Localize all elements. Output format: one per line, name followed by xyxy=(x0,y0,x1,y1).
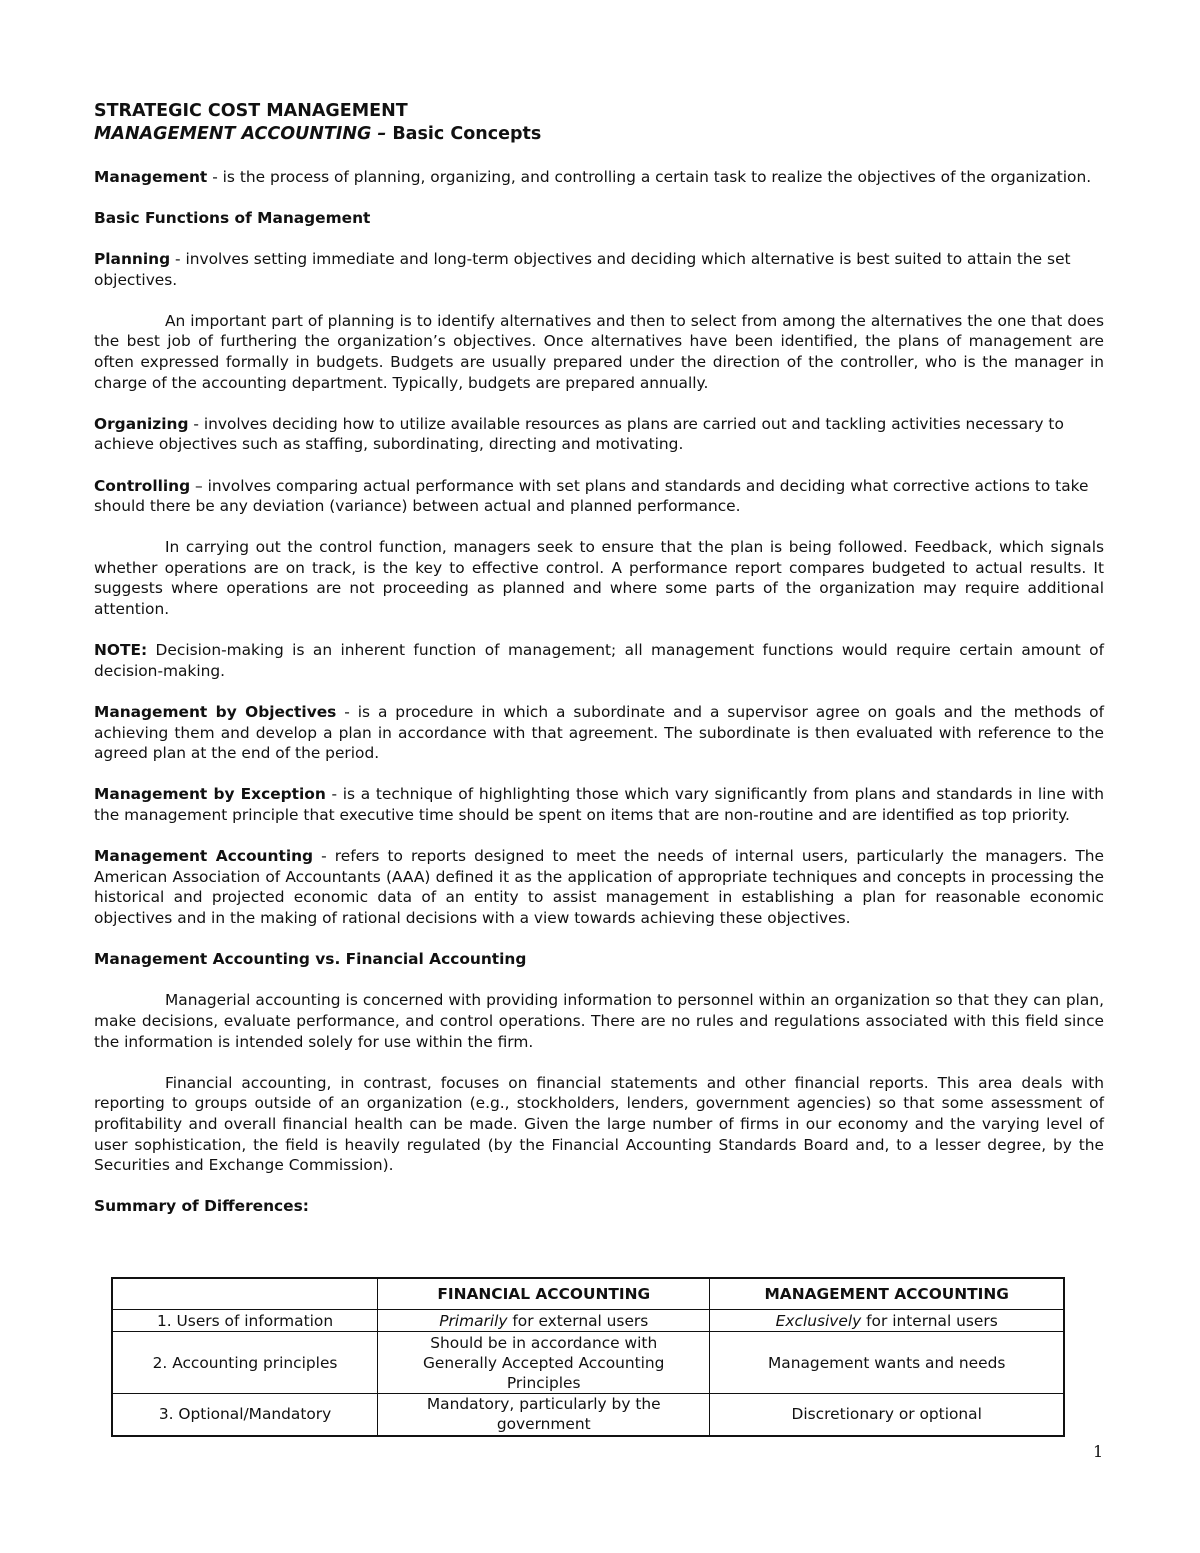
summary-heading: Summary of Differences: xyxy=(94,1197,309,1216)
mbe-definition: Management by Exception - is a technique of highlighting those which vary significantly from plans and standards in line with the management principle that executive time should be spent on items that are non-routine and are identified as top priority. xyxy=(94,785,1104,824)
table-row xyxy=(112,1310,1064,1332)
controlling-paragraph: In carrying out the control function, managers seek to ensure that the plan is being followed. Feedback, which signals whether operations are on track, is the key to effective control. A performance report compares budgeted to actual results. It suggests where operations are not proceeding as planned and where some parts of the organization may require additional attention. xyxy=(94,538,1104,619)
cell-management: Exclusively for internal users xyxy=(710,1310,1064,1332)
management-definition: Management - is the process of planning, organizing, and controlling a certain task to realize the objectives of the organization. xyxy=(94,167,1092,186)
subtitle-main: MANAGEMENT ACCOUNTING – xyxy=(94,124,393,144)
cell-financial: Mandatory, particularly by the government xyxy=(378,1394,710,1436)
subtitle-sub: Basic Concepts xyxy=(392,124,542,144)
term-controlling: Controlling xyxy=(94,476,191,495)
functions-heading: Basic Functions of Management xyxy=(94,208,371,227)
table-row xyxy=(112,1332,1064,1394)
planning-definition: Planning - involves setting immediate and long-term objectives and deciding which alternative is best suited to attain the set objectives. xyxy=(94,249,1071,289)
cell-management: Management wants and needs xyxy=(710,1332,1064,1394)
table-row xyxy=(112,1394,1064,1436)
header-financial: FINANCIAL ACCOUNTING xyxy=(378,1278,710,1310)
page-number: 1 xyxy=(1093,1442,1104,1461)
row-label: 1. Users of information xyxy=(112,1310,378,1332)
controlling-definition: Controlling – involves comparing actual performance with set plans and standards and deciding what corrective actions to take should there be any deviation (variance) between actual and planned performance. xyxy=(94,476,1089,516)
header-management: MANAGEMENT ACCOUNTING xyxy=(710,1278,1064,1310)
ma-definition: Management Accounting - refers to reports designed to meet the needs of internal users, particularly the managers. The American Association of Accountants (AAA) defined it as the application of appropriate techniques and concepts in processing the historical and projected economic data of an entity to assist management in establishing a plan for reasonable economic objectives and in the making of rational decisions with a view towards achieving these objectives. xyxy=(94,847,1104,927)
cell-financial: Primarily for external users xyxy=(378,1310,710,1332)
doc-subtitle xyxy=(94,123,1104,146)
row-label: 3. Optional/Mandatory xyxy=(112,1394,378,1436)
vs-heading: Management Accounting vs. Financial Accounting xyxy=(94,950,527,969)
term-mbe: Management by Exception xyxy=(94,785,326,804)
term-planning: Planning xyxy=(94,249,171,268)
note-label: NOTE: xyxy=(94,641,148,660)
term-mbo: Management by Objectives xyxy=(94,703,337,722)
row-label: 2. Accounting principles xyxy=(112,1332,378,1394)
cell-management: Discretionary or optional xyxy=(710,1394,1064,1436)
planning-paragraph: An important part of planning is to identify alternatives and then to select from among the alternatives the one that does the best job of furthering the organization’s objectives. Once alternatives have been identified, the plans of management are often expressed formally in budgets. Budgets are usually prepared under the direction of the controller, who is the manager in charge of the accounting department. Typically, budgets are prepared annually. xyxy=(94,311,1104,392)
note: NOTE: Decision-making is an inherent function of management; all management functions would require certain amount of decision-making. xyxy=(94,641,1104,680)
table-header-row xyxy=(112,1278,1064,1310)
cell-financial: Should be in accordance with Generally Accepted Accounting Principles xyxy=(378,1332,710,1394)
vs-paragraph-1: Managerial accounting is concerned with providing information to personnel within an organization so that they can plan, make decisions, evaluate performance, and control operations. There are no rules and regulations associated with this field since the information is intended solely for use within the firm. xyxy=(94,991,1104,1051)
document-body xyxy=(94,100,1104,1217)
mbo-definition: Management by Objectives - is a procedure in which a subordinate and a supervisor agree on goals and the methods of achieving them and develop a plan in accordance with that agreement. The subordinate is then evaluated with reference to the agreed plan at the end of the period. xyxy=(94,703,1104,763)
vs-paragraph-2: Financial accounting, in contrast, focuses on financial statements and other financial reports. This area deals with reporting to groups outside of an organization (e.g., stockholders, lenders, government agencies) so that some assessment of profitability and overall financial health can be made. Given the large number of firms in our economy and the varying level of user sophistication, the field is heavily regulated (by the Financial Accounting Standards Board and, to a lesser degree, by the Securities and Exchange Commission). xyxy=(94,1073,1104,1175)
header-blank xyxy=(112,1278,378,1310)
differences-table xyxy=(111,1277,1065,1437)
term-ma: Management Accounting xyxy=(94,847,314,866)
organizing-definition: Organizing - involves deciding how to utilize available resources as plans are carried out and tackling activities necessary to achieve objectives such as staffing, subordinating, directing and motivating. xyxy=(94,414,1064,454)
term-management: Management xyxy=(94,167,208,186)
doc-title: STRATEGIC COST MANAGEMENT xyxy=(94,101,408,121)
term-organizing: Organizing xyxy=(94,414,189,433)
